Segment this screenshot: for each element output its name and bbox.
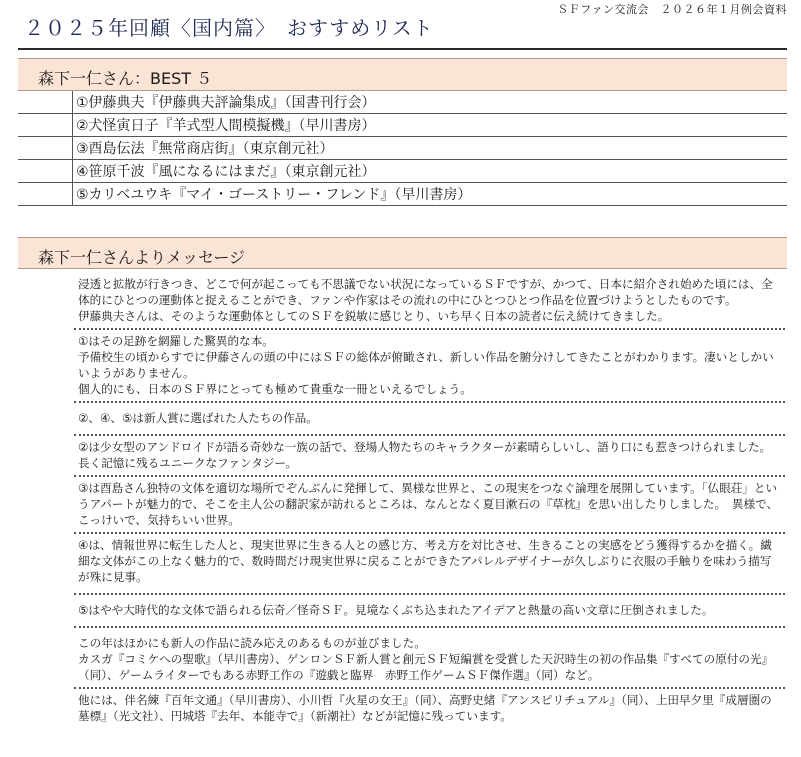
message-body	[74, 273, 785, 728]
best-item-2: ②犬怪寅日子『羊式型人間模擬機』（早川書房）	[73, 114, 788, 137]
best-list-row	[18, 114, 787, 137]
message-paragraph: ④は、情報世界に転生した人と、現実世界に生きる人との感じ方、考え方を対比させ、生きることの実感をどう獲得するかを描く。繊細な文体がこの上なく魅力的で、数時間だけ現実世界に戻ることができたアパレルデザイナーが久しぶりに衣服の手触りを味わう描写が殊に見事。	[78, 538, 772, 584]
message-paragraph: 予備校生の頃からすでに伊藤さんの頭の中にはＳＦの総体が俯瞰され、新しい作品を腑分けしてきたことがわかります。凄いとしかいいようがありません。	[78, 350, 774, 380]
message-paragraph: 他には、伴名練『百年文通』（早川書房）、小川哲『火星の女王』（同）、高野史緒『アンスピリチュアル』（同）、上田早夕里『成層圏の墓標』（光文社）、円城塔『去年、本能寺で』（新潮社）などが記憶に残っています。	[78, 693, 772, 723]
message-block	[74, 436, 785, 477]
message-block	[74, 595, 785, 628]
best-list-row	[18, 137, 787, 160]
best-section-header	[18, 58, 787, 91]
message-paragraph: 伊藤典夫さんは、そのような運動体としてのＳＦを鋭敏に感じとり、いち早く日本の読者に伝え続けてきました。	[78, 309, 670, 323]
best-item-5: ⑤カリベユウキ『マイ・ゴーストリー・フレンド』（早川書房）	[73, 183, 788, 206]
message-block	[74, 628, 785, 689]
message-paragraph: ⑤はやや大時代的な文体で語られる伝奇／怪奇ＳＦ。見境なくぶち込まれたアイデアと熱量の高い文章に圧倒されました。	[78, 603, 714, 617]
message-paragraph: ②、④、⑤は新人賞に選ばれた人たちの作品。	[78, 411, 318, 425]
best-section-title: 森下一仁さん：BEST ５	[38, 69, 213, 88]
message-paragraph: ②は少女型のアンドロイドが語る奇妙な一族の話で、登場人物たちのキャラクターが素晴らしいし、語り口にも惹きつけられました。長く記憶に残るユニークなファンタジー。	[78, 440, 772, 470]
title-divider	[18, 48, 787, 50]
best-list-row	[18, 160, 787, 183]
best-item-3: ③酉島伝法『無常商店街』（東京創元社）	[73, 137, 788, 160]
best-list-row	[18, 91, 787, 114]
message-paragraph: 個人的にも、日本のＳＦ界にとっても極めて貴重な一冊といえるでしょう。	[78, 382, 472, 396]
message-section-header	[18, 237, 787, 269]
message-block	[74, 534, 785, 595]
best-item-4: ④笹原千波『風になるにはまだ』（東京創元社）	[73, 160, 788, 183]
message-block	[74, 477, 785, 534]
message-paragraph: ③は酉島さん独特の文体を適切な場所でぞんぶんに発揮して、異様な世界と、この現実をつなぐ論理を展開しています。「仏眼荘」というアパートが魅力的で、そこを主人公の翻訳家が訪れるところは、なんとなく夏目漱石の『草枕』を思い出したりしました。 異様で、こっけいで、気持ちいい世界。	[78, 481, 779, 527]
best-item-1: ①伊藤典夫『伊藤典夫評論集成』（国書刊行会）	[73, 91, 788, 114]
page-title: ２０２５年回顧〈国内篇〉 おすすめリスト	[24, 16, 434, 40]
message-block	[74, 689, 785, 728]
message-section-title: 森下一仁さんよりメッセージ	[38, 248, 246, 267]
message-paragraph: 浸透と拡散が行きつき、どこで何が起こっても不思議でない状況になっているＳＦですが、かつて、日本に紹介され始めた頃には、全体的にひとつの運動体と捉えることができ、ファンや作家はその流れの中にひとつひとつ作品を位置づけようとしたものです。	[78, 277, 773, 307]
message-block	[74, 273, 785, 330]
message-paragraph: カスガ『コミケへの聖歌』（早川書房）、ゲンロンＳＦ新人賞と創元ＳＦ短編賞を受賞した天沢時生の初の作品集『すべての原付の光』（同）、ゲームライターでもある赤野工作の『遊戯と臨界 赤野工作ゲームＳＦ傑作選』（同）など。	[78, 652, 774, 682]
message-block	[74, 403, 785, 436]
best-list-row	[18, 183, 787, 206]
document-note: ＳＦファン交流会 ２０２６年１月例会資料	[557, 3, 787, 16]
message-paragraph: ①はその足跡を網羅した驚異的な本。	[78, 334, 274, 348]
message-block	[74, 330, 785, 403]
best-list-table	[18, 91, 787, 206]
message-paragraph: この年はほかにも新人の作品に読み応えのあるものが並びました。	[78, 636, 426, 650]
